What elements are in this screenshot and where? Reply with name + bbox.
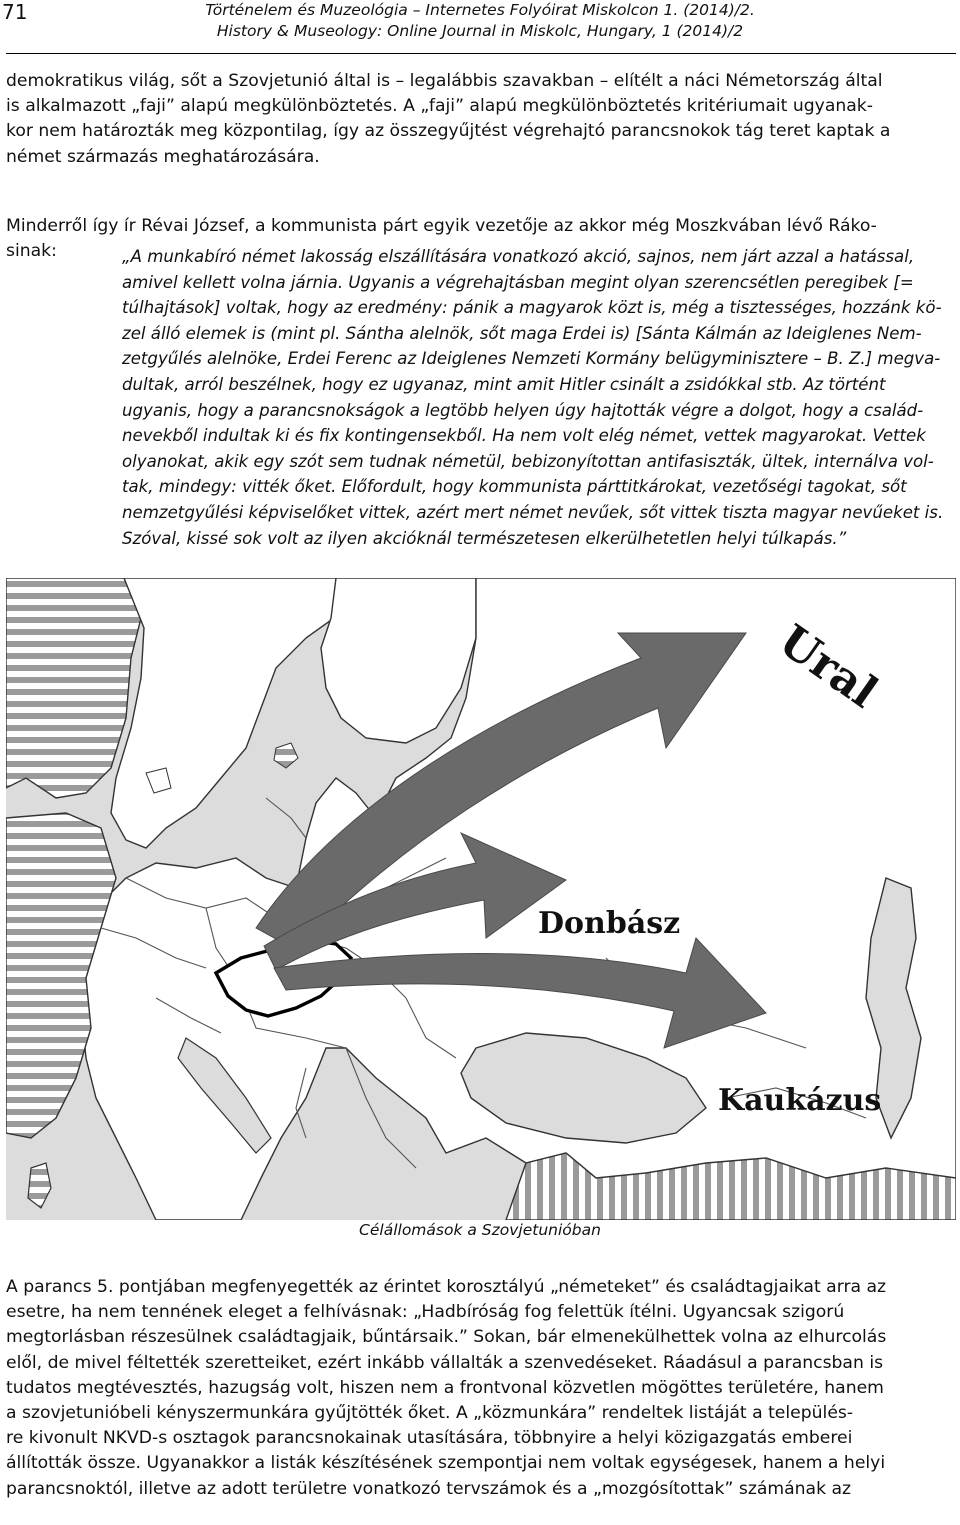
label-ural: Ural bbox=[769, 615, 887, 719]
header-rule bbox=[6, 53, 956, 54]
text-line: re kivonult NKVD-s osztagok parancsnokainak utasítására, többnyire a helyi közigazgatás emberei bbox=[6, 1428, 853, 1449]
block-quote bbox=[122, 244, 953, 551]
quote-line: amivel kellett volna járnia. Ugyanis a végrehajtásban megint olyan szerencsétlen peregibek [= bbox=[122, 272, 914, 292]
quote-line: tak, mindegy: vitték őket. Előfordult, hogy kommunista párttitkárokat, vezetőségi tagokat, sőt bbox=[122, 477, 907, 497]
quote-line: dultak, arról beszélnek, hogy ez ugyanaz, mint amit Hitler csinált a zsidókkal stb. Az történt bbox=[122, 374, 886, 394]
quote-line: olyanokat, akik egy szót sem tudnak németül, bebizonyítottan antifasiszták, ültek, internálva vol- bbox=[122, 451, 934, 471]
deportation-map bbox=[6, 578, 956, 1220]
journal-header bbox=[120, 0, 840, 42]
quote-line: Szóval, kissé sok volt az ilyen akcióknál természetesen elkerülhetetlen helyi túlkapás.” bbox=[122, 528, 847, 548]
quote-line: túlhajtások] voltak, hogy az eredmény: pánik a magyarok közt is, még a tisztességes, hozzánk kö- bbox=[122, 298, 942, 318]
text-line: parancsnoktól, illetve az adott területre vonatkozó tervszámok és a „mozgósítottak” számának az bbox=[6, 1478, 852, 1499]
text-line: kor nem határozták meg központilag, így az összegyűjtést végrehajtó parancsnokok tág teret kaptak a bbox=[6, 121, 891, 142]
text-line: megtorlásban részesülnek családtagjaik, bűntársaik.” Sokan, bár elmenekülhettek volna az elhurcolás bbox=[6, 1327, 887, 1348]
text-line: demokratikus világ, sőt a Szovjetunió által is – legalábbis szavakban – elítélt a náci Németország által bbox=[6, 71, 883, 91]
text-line: német származás meghatározására. bbox=[6, 146, 320, 167]
text-line: elől, de mivel féltették szeretteiket, ezért inkább vállalták a szenvedéseket. Ráadásul a parancsban is bbox=[6, 1352, 884, 1373]
map-caption: Célállomások a Szovjetunióban bbox=[359, 1221, 601, 1239]
label-caucasus: Kaukázus bbox=[718, 1083, 882, 1118]
text-line: a szovjetunióbeli kényszermunkára gyűjtötték őket. A „közmunkára” rendeltek listáját a település- bbox=[6, 1403, 854, 1424]
page-number: 71 bbox=[2, 0, 28, 24]
text-line: A parancs 5. pontjában megfenyegették az érintet korosztályú „németeket” és családtagjaikat arra az bbox=[6, 1277, 887, 1297]
text-line: Minderről így ír Révai József, a kommunista párt egyik vezetője az akkor még Moszkvában lévő Ráko- bbox=[6, 216, 877, 236]
quote-line: zel álló elemek is (mint pl. Sántha alelnök, sőt maga Erdei is) [Sánta Kálmán az Ideiglenes Nem- bbox=[122, 323, 922, 343]
quote-line: nevekből indultak ki és fix kontingensekből. Ha nem volt elég német, vettek magyarokat. Vettek bbox=[122, 426, 926, 446]
quote-line: nemzetgyűlési képviselőket vittek, azért mert német nevűek, sőt vittek tiszta magyar nevűeket is. bbox=[122, 502, 944, 522]
journal-title-english: History & Museology: Online Journal in Miskolc, Hungary, 1 (2014)/2 bbox=[216, 22, 744, 40]
text-line: állították össze. Ugyanakkor a listák készítésének szempontjai nem voltak egységesek, hanem a helyi bbox=[6, 1453, 886, 1474]
paragraph-1 bbox=[6, 69, 956, 170]
text-line: esetre, ha nem tennének eleget a felhívásnak: „Hadbíróság fog felettük ítélni. Ugyancsak szigorú bbox=[6, 1302, 845, 1323]
quote-line: zetgyűlés alelnöke, Erdei Ferenc az Ideiglenes Nemzeti Kormány belügyminisztere – B. Z.] megva- bbox=[122, 349, 941, 369]
quote-line: ugyanis, hogy a parancsnokságok a legtöbb helyen úgy hajtották végre a dolgot, hogy a család- bbox=[122, 400, 924, 420]
paragraph-3 bbox=[6, 1275, 956, 1502]
quote-line: „A munkabíró német lakosság elszállítására vonatkozó akció, sajnos, nem járt azzal a hatással, bbox=[122, 247, 915, 266]
text-line: sinak: bbox=[6, 241, 57, 262]
label-donbass: Donbász bbox=[538, 906, 681, 941]
text-line: is alkalmazott „faji” alapú megkülönböztetés. A „faji” alapú megkülönböztetés kritériumait ugyanak- bbox=[6, 96, 873, 117]
text-line: tudatos megtévesztés, hazugság volt, hiszen nem a frontvonal közvetlen mögöttes területére, hanem bbox=[6, 1377, 884, 1398]
journal-title-hungarian: Történelem és Muzeológia – Internetes Folyóirat Miskolcon 1. (2014)/2. bbox=[205, 1, 755, 19]
